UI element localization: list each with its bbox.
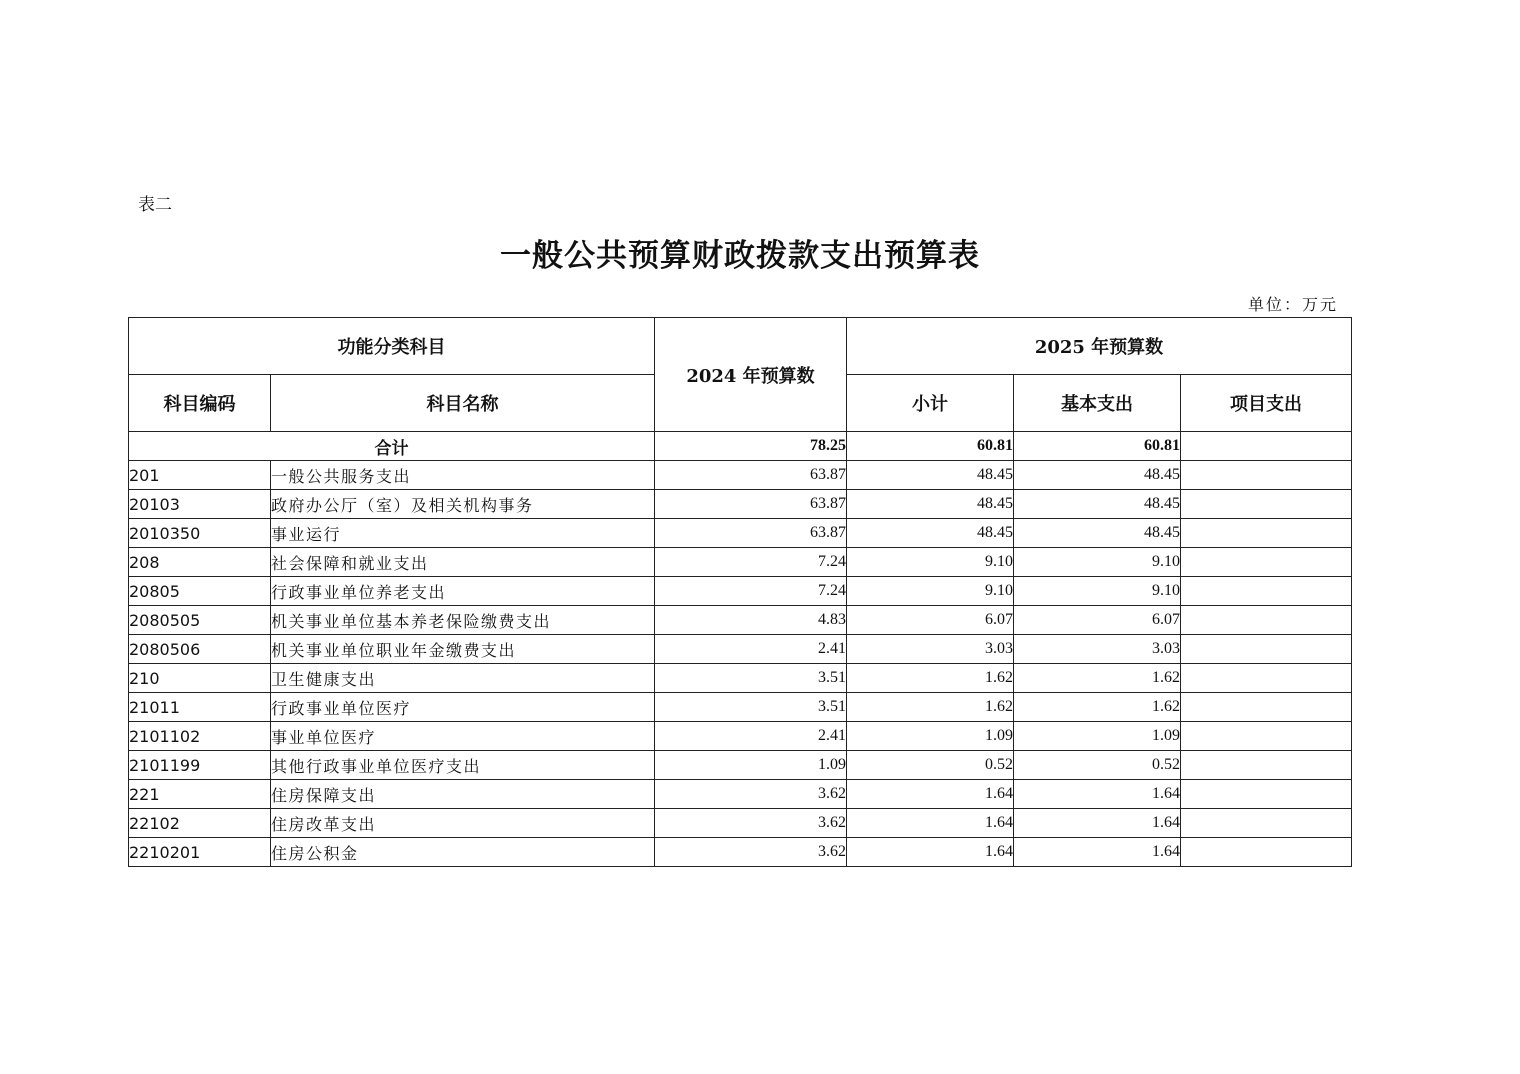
cell-basic: 9.10: [1014, 577, 1181, 606]
cell-name: 行政事业单位养老支出: [271, 577, 655, 606]
table-body: [129, 432, 1352, 867]
cell-name: 住房改革支出: [271, 809, 655, 838]
table-row: [129, 722, 1352, 751]
total-basic: 60.81: [1014, 432, 1181, 461]
unit-label: 单位：万元: [1247, 295, 1338, 314]
cell-subtotal: 1.09: [847, 722, 1014, 751]
cell-subtotal: 6.07: [847, 606, 1014, 635]
cell-project: [1181, 490, 1352, 519]
header-project: 项目支出: [1181, 375, 1352, 432]
cell-basic: 9.10: [1014, 548, 1181, 577]
cell-code: 22102: [129, 809, 271, 838]
cell-name: 卫生健康支出: [271, 664, 655, 693]
budget-table: [128, 317, 1352, 867]
table-row: [129, 838, 1352, 867]
cell-basic: 3.03: [1014, 635, 1181, 664]
table-row: [129, 809, 1352, 838]
header-code: 科目编码: [129, 375, 271, 432]
cell-project: [1181, 606, 1352, 635]
cell-basic: 1.64: [1014, 838, 1181, 867]
header-budget-2025: 2025 年预算数: [847, 318, 1352, 375]
cell-name: 政府办公厅（室）及相关机构事务: [271, 490, 655, 519]
cell-code: 2101199: [129, 751, 271, 780]
cell-code: 221: [129, 780, 271, 809]
cell-budget-2024: 3.51: [655, 664, 847, 693]
cell-project: [1181, 664, 1352, 693]
cell-budget-2024: 2.41: [655, 722, 847, 751]
table-row: [129, 606, 1352, 635]
cell-subtotal: 9.10: [847, 548, 1014, 577]
cell-basic: 1.09: [1014, 722, 1181, 751]
cell-code: 2210201: [129, 838, 271, 867]
cell-project: [1181, 693, 1352, 722]
cell-name: 机关事业单位基本养老保险缴费支出: [271, 606, 655, 635]
cell-project: [1181, 519, 1352, 548]
cell-subtotal: 0.52: [847, 751, 1014, 780]
cell-name: 住房公积金: [271, 838, 655, 867]
table-row: [129, 780, 1352, 809]
cell-budget-2024: 7.24: [655, 577, 847, 606]
cell-name: 行政事业单位医疗: [271, 693, 655, 722]
cell-budget-2024: 63.87: [655, 519, 847, 548]
cell-basic: 1.64: [1014, 809, 1181, 838]
cell-subtotal: 48.45: [847, 490, 1014, 519]
cell-name: 一般公共服务支出: [271, 461, 655, 490]
cell-basic: 0.52: [1014, 751, 1181, 780]
cell-subtotal: 1.62: [847, 664, 1014, 693]
cell-project: [1181, 751, 1352, 780]
cell-code: 208: [129, 548, 271, 577]
cell-project: [1181, 809, 1352, 838]
cell-budget-2024: 4.83: [655, 606, 847, 635]
table-header: [129, 318, 1352, 432]
cell-project: [1181, 577, 1352, 606]
cell-budget-2024: 3.62: [655, 838, 847, 867]
table-number-label: 表二: [138, 195, 172, 215]
total-row: [129, 432, 1352, 461]
cell-basic: 6.07: [1014, 606, 1181, 635]
cell-subtotal: 48.45: [847, 519, 1014, 548]
cell-name: 事业运行: [271, 519, 655, 548]
cell-code: 20103: [129, 490, 271, 519]
cell-name: 事业单位医疗: [271, 722, 655, 751]
cell-budget-2024: 1.09: [655, 751, 847, 780]
cell-subtotal: 9.10: [847, 577, 1014, 606]
cell-name: 住房保障支出: [271, 780, 655, 809]
cell-subtotal: 48.45: [847, 461, 1014, 490]
cell-project: [1181, 635, 1352, 664]
table-row: [129, 490, 1352, 519]
cell-project: [1181, 548, 1352, 577]
cell-basic: 1.62: [1014, 664, 1181, 693]
cell-name: 机关事业单位职业年金缴费支出: [271, 635, 655, 664]
cell-budget-2024: 3.51: [655, 693, 847, 722]
cell-budget-2024: 63.87: [655, 490, 847, 519]
total-project: [1181, 432, 1352, 461]
total-label: 合计: [129, 432, 655, 461]
cell-basic: 48.45: [1014, 519, 1181, 548]
cell-basic: 1.64: [1014, 780, 1181, 809]
cell-project: [1181, 722, 1352, 751]
header-name: 科目名称: [271, 375, 655, 432]
cell-basic: 1.62: [1014, 693, 1181, 722]
cell-budget-2024: 2.41: [655, 635, 847, 664]
cell-name: 其他行政事业单位医疗支出: [271, 751, 655, 780]
cell-subtotal: 1.64: [847, 838, 1014, 867]
table-row: [129, 693, 1352, 722]
cell-budget-2024: 7.24: [655, 548, 847, 577]
cell-basic: 48.45: [1014, 461, 1181, 490]
cell-budget-2024: 3.62: [655, 780, 847, 809]
cell-project: [1181, 780, 1352, 809]
cell-code: 2080506: [129, 635, 271, 664]
cell-subtotal: 1.64: [847, 780, 1014, 809]
table-row: [129, 461, 1352, 490]
cell-budget-2024: 63.87: [655, 461, 847, 490]
total-budget-2024: 78.25: [655, 432, 847, 461]
table-row: [129, 635, 1352, 664]
table-row: [129, 577, 1352, 606]
header-subtotal: 小计: [847, 375, 1014, 432]
cell-code: 21011: [129, 693, 271, 722]
table-row: [129, 548, 1352, 577]
table-row: [129, 519, 1352, 548]
cell-code: 2080505: [129, 606, 271, 635]
cell-project: [1181, 461, 1352, 490]
cell-budget-2024: 3.62: [655, 809, 847, 838]
cell-code: 2010350: [129, 519, 271, 548]
cell-code: 2101102: [129, 722, 271, 751]
cell-basic: 48.45: [1014, 490, 1181, 519]
cell-project: [1181, 838, 1352, 867]
cell-code: 201: [129, 461, 271, 490]
document-title: 一般公共预算财政拨款支出预算表: [500, 238, 980, 274]
cell-subtotal: 1.64: [847, 809, 1014, 838]
header-budget-2024: 2024 年预算数: [655, 318, 847, 432]
header-category: 功能分类科目: [129, 318, 655, 375]
table-row: [129, 664, 1352, 693]
table-row: [129, 751, 1352, 780]
cell-code: 20805: [129, 577, 271, 606]
header-basic: 基本支出: [1014, 375, 1181, 432]
cell-name: 社会保障和就业支出: [271, 548, 655, 577]
cell-subtotal: 1.62: [847, 693, 1014, 722]
cell-code: 210: [129, 664, 271, 693]
total-subtotal: 60.81: [847, 432, 1014, 461]
cell-subtotal: 3.03: [847, 635, 1014, 664]
